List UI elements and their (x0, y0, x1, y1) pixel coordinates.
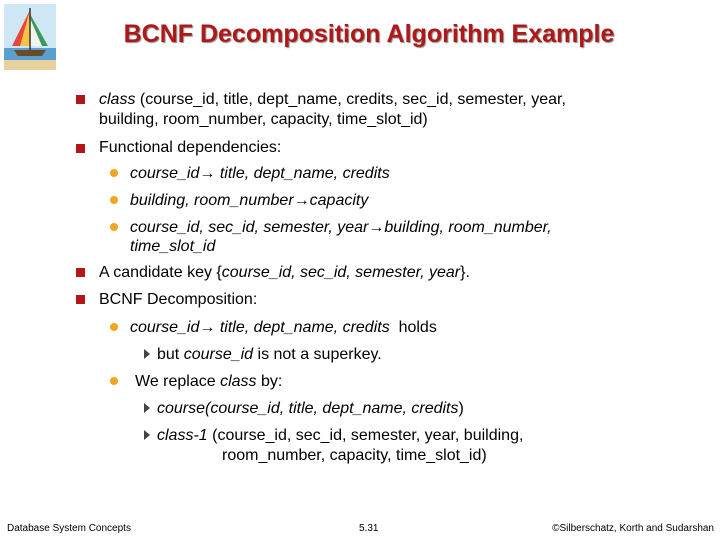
arrow-bullet-icon (144, 430, 150, 440)
candidate-key-close: }. (460, 264, 470, 281)
holds-text: holds (389, 319, 437, 336)
fd-2-text: building, room_number→capacity (130, 192, 369, 209)
replace-by: by: (256, 373, 283, 390)
square-bullet-icon (76, 95, 85, 104)
candidate-key-label: A candidate key { (99, 264, 222, 281)
class-1-attrs-cont: room_number, capacity, time_slot_id (222, 447, 482, 464)
new-relation-class-1-cont (222, 446, 487, 465)
decomp-step-1 (130, 318, 437, 337)
course-attrs: (course_id, title, dept_name, credits (205, 400, 459, 417)
dot-bullet-icon (110, 323, 118, 331)
violating-fd: course_id→ title, dept_name, credits (130, 319, 390, 336)
fd-3-cont (130, 237, 215, 256)
bullet-bcnf-decomposition: BCNF Decomposition: (99, 291, 258, 308)
dot-bullet-icon (110, 196, 118, 204)
arrow-bullet-icon (144, 403, 150, 413)
square-bullet-icon (76, 144, 85, 153)
fd-2 (130, 191, 368, 210)
footer-book-title: Database System Concepts (7, 523, 131, 534)
square-bullet-icon (76, 268, 85, 277)
course-name: course (157, 400, 206, 417)
slide-title: BCNF Decomposition Algorithm Example (123, 20, 615, 48)
class-1-close: ) (481, 447, 487, 464)
dot-bullet-icon (110, 223, 118, 231)
superkey-note-attr: course_id (183, 346, 254, 363)
course-close: ) (458, 400, 464, 417)
bullet-class-schema-cont: building, room_number, capacity, time_slot_id) (99, 111, 428, 128)
candidate-key-attrs: course_id, sec_id, semester, year (221, 264, 461, 281)
dot-bullet-icon (110, 169, 118, 177)
replace-relation: class (220, 373, 257, 390)
arrow-bullet-icon (144, 349, 150, 359)
new-relation-course (157, 399, 464, 418)
bullet-functional-dependencies: Functional dependencies: (99, 139, 282, 156)
superkey-note-a: but (157, 346, 184, 363)
fd-3-text-cont: time_slot_id (130, 238, 216, 255)
footer-page-number: 5.31 (359, 523, 379, 534)
class-1-attrs: (course_id, sec_id, semester, year, building, (207, 427, 524, 444)
schema-text: (course_id, title, dept_name, credits, sec_id, semester, year, (135, 91, 566, 108)
superkey-note-c: is not a superkey. (253, 346, 382, 363)
square-bullet-icon (76, 295, 85, 304)
class-1-name: class-1 (157, 427, 208, 444)
decomp-step-2 (135, 372, 282, 391)
fd-3-text: course_id, sec_id, semester, year→building, room_number, (130, 219, 552, 236)
footer-copyright: ©Silberschatz, Korth and Sudarshan (552, 523, 714, 534)
dot-bullet-icon (110, 377, 118, 385)
fd-1 (130, 164, 390, 183)
superkey-note (157, 345, 382, 364)
relation-name: class (99, 91, 136, 108)
bullet-candidate-key (99, 263, 470, 282)
bullet-class-schema (99, 90, 566, 109)
fd-3 (130, 218, 552, 237)
new-relation-class-1 (157, 426, 523, 445)
replace-text: We replace (135, 373, 221, 390)
fd-1-text: course_id→ title, dept_name, credits (130, 165, 390, 182)
